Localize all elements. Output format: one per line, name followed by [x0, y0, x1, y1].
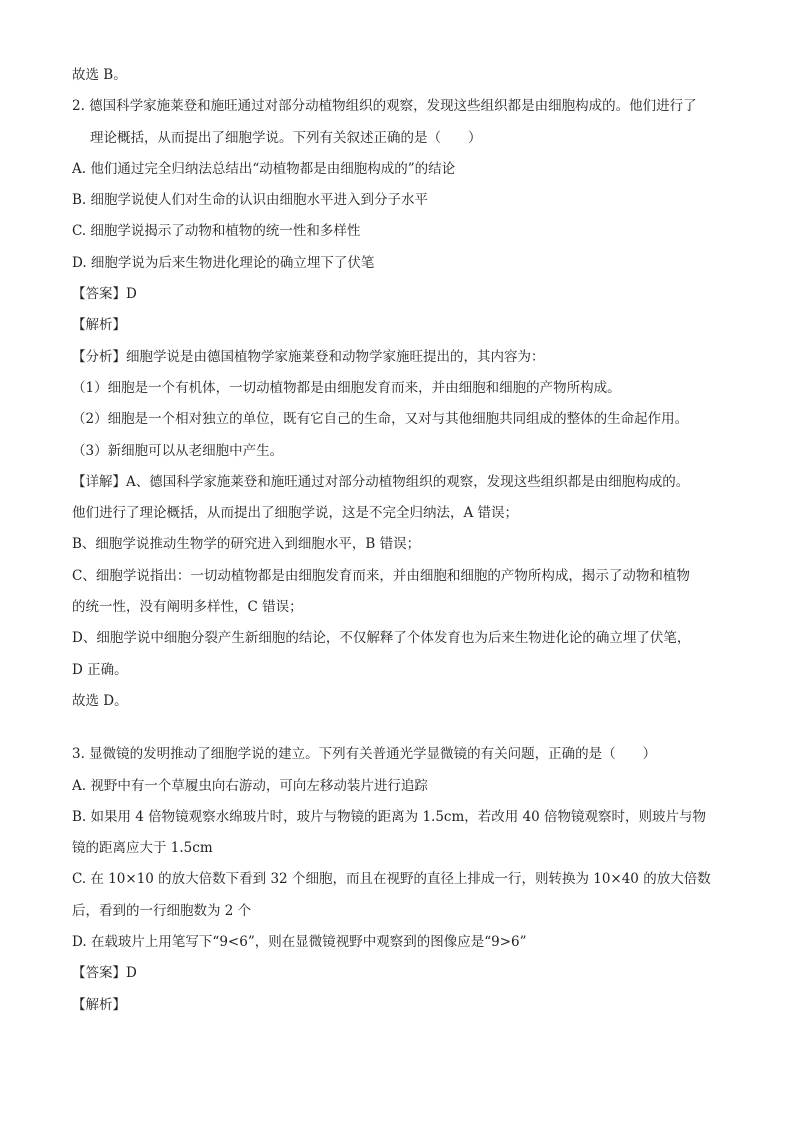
text-line: D. 在载玻片上用笔写下“9<6”，则在显微镜视野中观察到的图像应是“9>6” — [72, 934, 527, 951]
text-line: 镜的距离应大于 1.5cm — [72, 840, 213, 857]
text-line: 【答案】D — [72, 965, 137, 982]
text-line: 【详解】A、德国科学家施莱登和施旺通过对部分动植物组织的观察，发现这些组织都是由细胞构成的。 — [72, 473, 690, 490]
text-line: 【答案】D — [72, 286, 137, 303]
text-line: 理论概括，从而提出了细胞学说。下列有关叙述正确的是（ ） — [90, 129, 482, 146]
text-line: D、细胞学说中细胞分裂产生新细胞的结论，不仅解释了个体发育也为后来生物进化论的确立埋了伏笔， — [72, 630, 691, 647]
text-line: D 正确。 — [72, 661, 128, 678]
text-line: A. 视野中有一个草履虫向右游动，可向左移动装片进行追踪 — [72, 777, 428, 794]
text-line: 故选 B。 — [72, 67, 127, 83]
text-line: （1）细胞是一个有机体，一切动植物都是由细胞发育而来，并由细胞和细胞的产物所构成。 — [72, 379, 621, 396]
section-gap — [72, 717, 722, 739]
text-line: 他们进行了理论概括，从而提出了细胞学说，这是不完全归纳法，A 错误； — [72, 505, 519, 522]
text-line: 的统一性，没有阐明多样性，C 错误； — [72, 599, 303, 616]
text-line: 【分析】细胞学说是由德国植物学家施莱登和动物学家施旺提出的，其内容为： — [72, 348, 545, 365]
text-line: 3. 显微镜的发明推动了细胞学说的建立。下列有关普通光学显微镜的有关问题，正确的是（ ） — [72, 746, 657, 763]
text-line: A. 他们通过完全归纳法总结出“动植物都是由细胞构成的”的结论 — [72, 160, 456, 177]
text-line: （3）新细胞可以从老细胞中产生。 — [72, 442, 284, 459]
document-page — [72, 60, 722, 1021]
text-line: 【解析】 — [72, 996, 126, 1013]
text-line: B. 如果用 4 倍物镜观察水绵玻片时，玻片与物镜的距离为 1.5cm，若改用 40 倍物镜观察时，则玻片与物 — [72, 808, 707, 825]
text-line: 故选 D。 — [72, 692, 128, 709]
text-line: C. 在 10×10 的放大倍数下看到 32 个细胞，而且在视野的直径上排成一行，则转换为 10×40 的放大倍数 — [72, 871, 711, 888]
text-line: 【解析】 — [72, 317, 126, 334]
text-line: 后，看到的一行细胞数为 2 个 — [72, 902, 252, 919]
text-line: B、细胞学说推动生物学的研究进入到细胞水平，B 错误； — [72, 536, 421, 553]
text-line: B. 细胞学说使人们对生命的认识由细胞水平进入到分子水平 — [72, 192, 429, 209]
text-line: （2）细胞是一个相对独立的单位，既有它自己的生命，又对与其他细胞共同组成的整体的生命起作用。 — [72, 411, 689, 428]
text-line: C、细胞学说指出：一切动植物都是由细胞发育而来，并由细胞和细胞的产物所构成，揭示了动物和植物 — [72, 567, 690, 584]
text-line: D. 细胞学说为后来生物进化理论的确立埋下了伏笔 — [72, 254, 375, 271]
text-line: C. 细胞学说揭示了动物和植物的统一性和多样性 — [72, 223, 361, 240]
text-line: 2. 德国科学家施莱登和施旺通过对部分动植物组织的观察，发现这些组织都是由细胞构成的。他们进行了 — [72, 98, 697, 115]
